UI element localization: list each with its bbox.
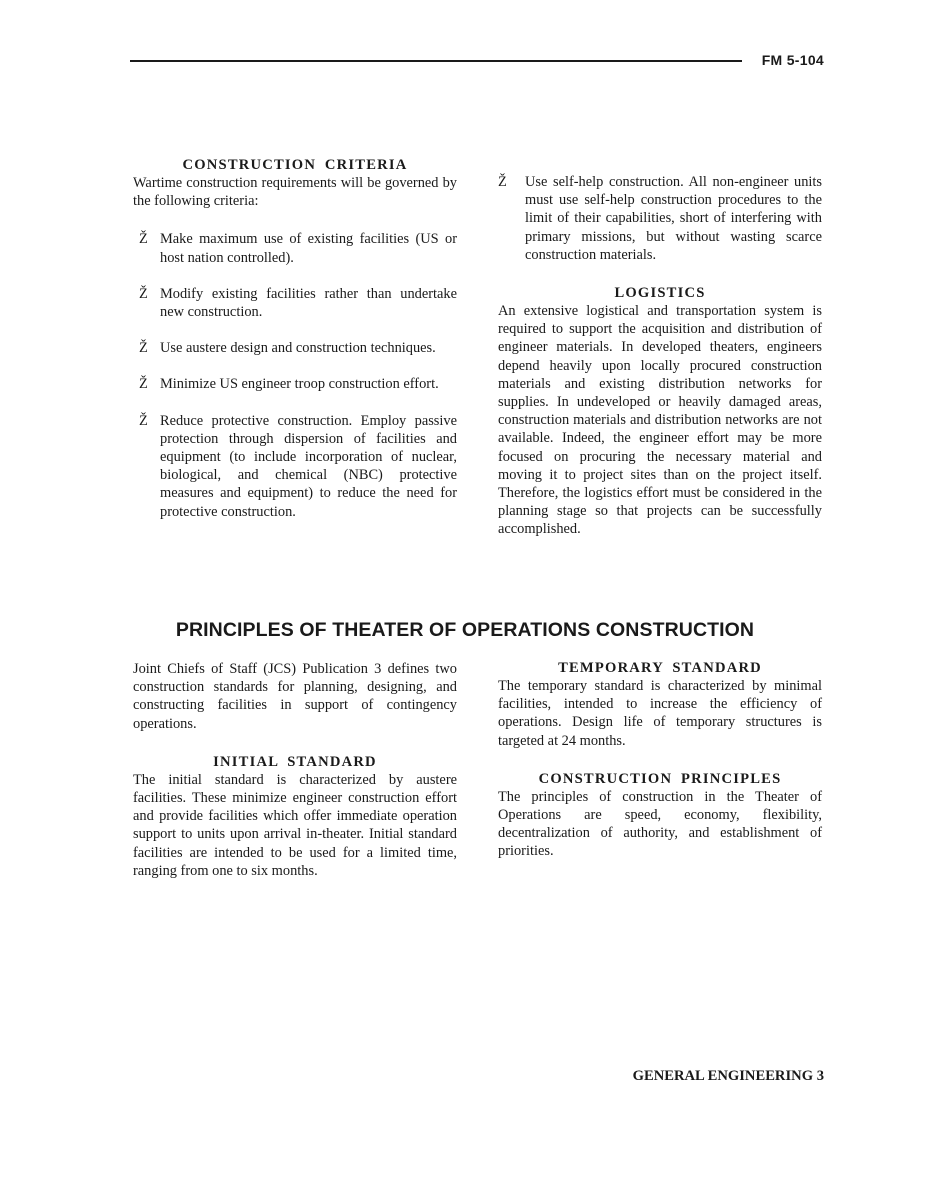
- temporary-standard-body: The temporary standard is characterized by minimal facilities, intended to increase the efficiency of operations. Design life of temporary structures is targeted at 24 months.: [498, 678, 822, 749]
- bullet-icon: Ž: [139, 412, 148, 429]
- initial-standard-heading: INITIAL STANDARD: [213, 753, 377, 770]
- criteria-item: [133, 339, 457, 357]
- criteria-item: [133, 285, 457, 321]
- criteria-intro: Wartime construction requirements will be governed by the following criteria:: [133, 175, 457, 210]
- bullet-icon: Ž: [139, 285, 148, 302]
- header-rule: [130, 60, 742, 62]
- document-code: FM 5-104: [761, 52, 824, 68]
- criteria-item: [133, 230, 457, 266]
- logistics-body: An extensive logistical and transportation system is required to support the acquisition and distribution of engineer materials. In developed theaters, engineers depend heavily upon locally procured construction materials and existing distribution networks for supplies. In undeveloped or heavily damaged areas, construction materials and distribution networks are not available. Indeed, the engineer effort may be more focused on procuring the necessary material and moving it to project sites than on the project itself. Therefore, the logistics effort must be considered in the planning stage so that projects can be successfully accomplished.: [498, 303, 822, 538]
- logistics-heading: LOGISTICS: [614, 285, 706, 302]
- criteria-item-text: Minimize US engineer troop construction effort.: [160, 376, 439, 393]
- criteria-continued: [498, 173, 822, 539]
- principles-right-column: [498, 659, 822, 861]
- criteria-section: [133, 156, 457, 521]
- criteria-item-text: Make maximum use of existing facilities (US or host nation controlled).: [160, 231, 457, 266]
- bullet-icon: Ž: [139, 376, 148, 393]
- principles-intro: Joint Chiefs of Staff (JCS) Publication 3 defines two construction standards for planning, designing, and constructing facilities in support of contingency operations.: [133, 661, 457, 732]
- construction-principles-heading: CONSTRUCTION PRINCIPLES: [538, 770, 782, 787]
- initial-standard-body: The initial standard is characterized by austere facilities. These minimize engineer construction effort and provide facilities which offer immediate operation support to units upon arrival in-theater. Initial standard facilities are intended to be used for a limited time, ranging from one to six months.: [133, 771, 457, 879]
- criteria-item: [498, 173, 822, 264]
- bullet-icon: Ž: [139, 340, 148, 357]
- temporary-standard-heading: TEMPORARY STANDARD: [558, 660, 762, 676]
- criteria-item-text: Modify existing facilities rather than undertake new construction.: [160, 285, 457, 321]
- page-footer: GENERAL ENGINEERING 3: [632, 1068, 824, 1084]
- criteria-item: [133, 375, 457, 393]
- bullet-icon: Ž: [139, 231, 148, 248]
- criteria-item: [133, 412, 457, 521]
- principles-title: PRINCIPLES OF THEATER OF OPERATIONS CONSTRUCTION: [175, 619, 755, 641]
- criteria-item-text: Use austere design and construction techniques.: [160, 340, 436, 357]
- principles-left-column: [133, 660, 457, 880]
- construction-principles-body: The principles of construction in the Theater of Operations are speed, economy, flexibility, decentralization of authority, and establishment of priorities.: [498, 788, 822, 860]
- criteria-heading: CONSTRUCTION CRITERIA: [182, 157, 408, 173]
- criteria-item-text: Use self-help construction. All non-engineer units must use self-help construction procedures to the limit of their capabilities, short of interfering with primary missions, but without wasting scarce construction materials.: [525, 174, 822, 263]
- criteria-item-text: Reduce protective construction. Employ passive protection through dispersion of facilities and equipment (to include incorporation of nuclear, biological, and chemical (NBC) protective measures and equipment) to reduce the need for protective construction.: [160, 412, 457, 520]
- bullet-icon: Ž: [498, 174, 507, 190]
